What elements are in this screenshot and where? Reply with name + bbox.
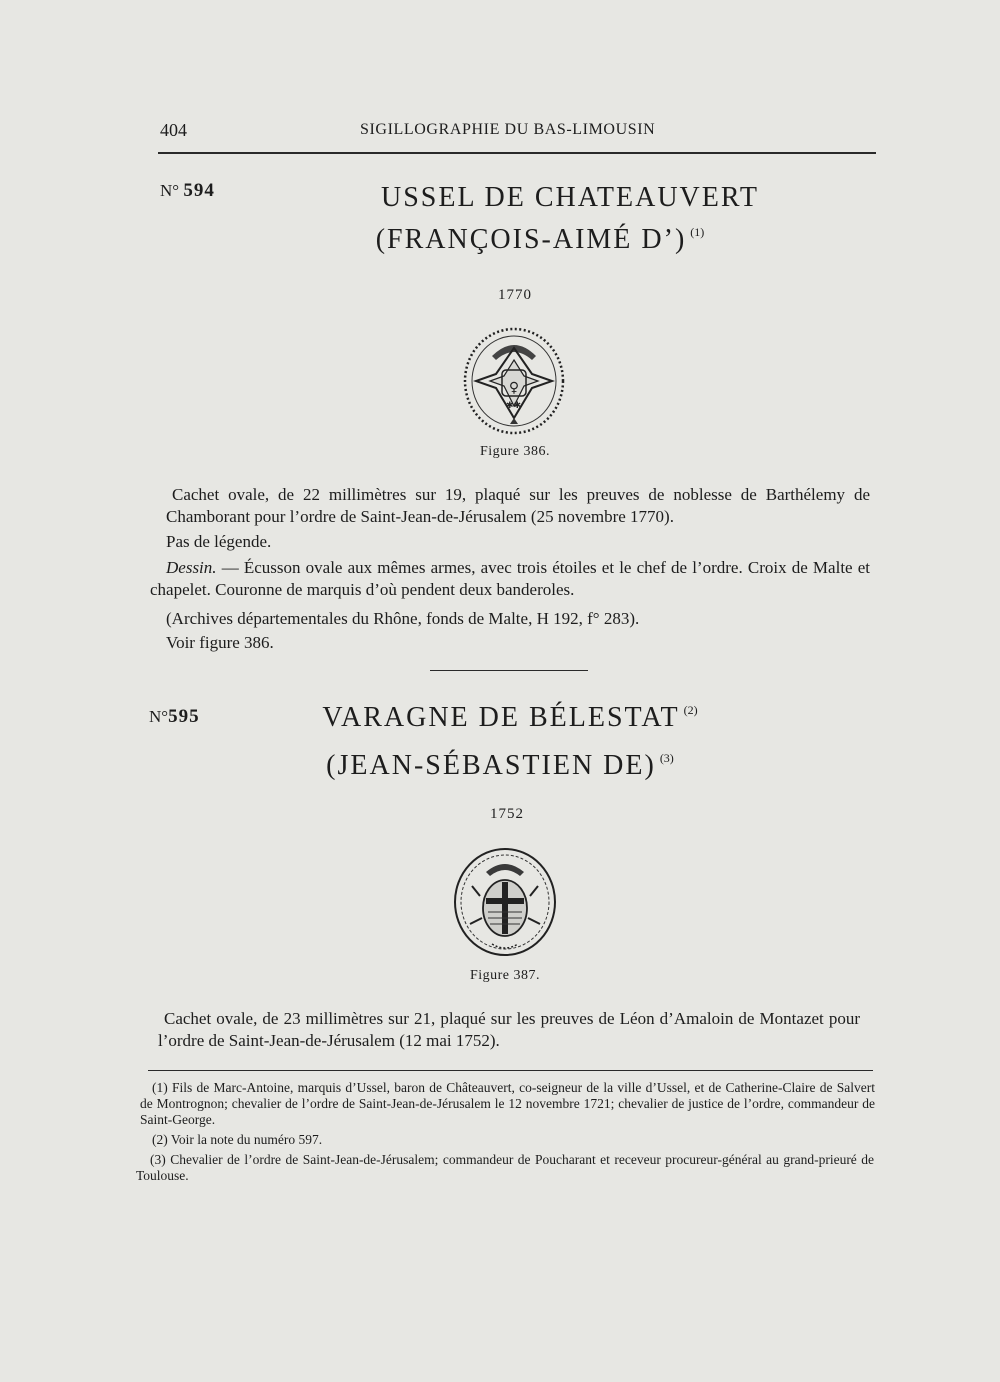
footnote-rule: [148, 1070, 873, 1071]
dessin-label: Dessin.: [166, 558, 217, 577]
footnote-3: (3) Chevalier de l’ordre de Saint-Jean-de-Jérusalem; commandeur de Poucharant et receveur procureur-général au grand-prieuré de Toulouse.: [136, 1152, 874, 1183]
header-rule: [158, 152, 876, 154]
legend-note: Pas de légende.: [166, 532, 272, 551]
see-figure: Voir figure 386.: [166, 633, 274, 652]
entry-number-594: N° 594: [160, 180, 215, 201]
seal-387-image: [452, 846, 558, 958]
footnote-ref: (1): [690, 225, 705, 239]
footnote-2: (2) Voir la note du numéro 597.: [152, 1132, 323, 1147]
entry-year: 1752: [490, 806, 524, 822]
footnote-1: (1) Fils de Marc-Antoine, marquis d’Ussel, baron de Châteauvert, co-seigneur de la ville d’Ussel, et de Catherine-Claire de Salvert de Montrognon; chevalier de l’ordre de Saint-Jean-de-Jérusalem le 12 novembre 1721; chevalier de justice de l’ordre, commandeur de Saint-George.: [140, 1080, 875, 1127]
section-divider: [430, 670, 588, 671]
entry-name-line1: VARAGNE DE BÉLESTAT $^{(2)}$: [322, 702, 698, 733]
seal-description: Cachet ovale, de 22 millimètres sur 19, plaqué sur les preuves de noblesse de Barthélemy de Chamborant pour l’ordre de Saint-Jean-de-Jérusalem (25 novembre 1770).: [166, 485, 870, 526]
svg-text:✱✱: ✱✱: [506, 400, 522, 410]
entry-number-595: N°595: [149, 706, 200, 727]
svg-text:♀: ♀: [508, 380, 520, 396]
footnote-ref: (2): [683, 703, 698, 717]
footnote-ref: (3): [659, 751, 674, 765]
entry-name-line2: (JEAN-SÉBASTIEN DE) $^{(3)}$: [326, 750, 674, 781]
entry-year: 1770: [498, 287, 532, 303]
archives-reference: (Archives départementales du Rhône, fonds de Malte, H 192, f° 283).: [166, 609, 640, 628]
page-number: 404: [160, 120, 187, 140]
seal-description: Cachet ovale, de 23 millimètres sur 21, plaqué sur les preuves de Léon d’Amaloin de Montazet pour l’ordre de Saint-Jean-de-Jérusalem (12 mai 1752).: [158, 1009, 860, 1050]
entry-name-line2: (FRANÇOIS-AIMÉ D’) $^{(1)}$: [375, 224, 705, 255]
running-title: SIGILLOGRAPHIE DU BAS-LIMOUSIN: [360, 121, 656, 138]
dessin-paragraph: Dessin. — Écusson ovale aux mêmes armes, avec trois étoiles et le chef de l’ordre. Croix de Malte et chapelet. Couronne de marquis d’où pendent deux banderoles.: [150, 558, 871, 599]
seal-386-image: [462, 326, 566, 436]
entry-name-line1: USSEL DE CHATEAUVERT: [381, 182, 759, 213]
figure-caption-386: Figure 386.: [479, 444, 551, 459]
figure-caption-387: Figure 387.: [469, 968, 541, 983]
